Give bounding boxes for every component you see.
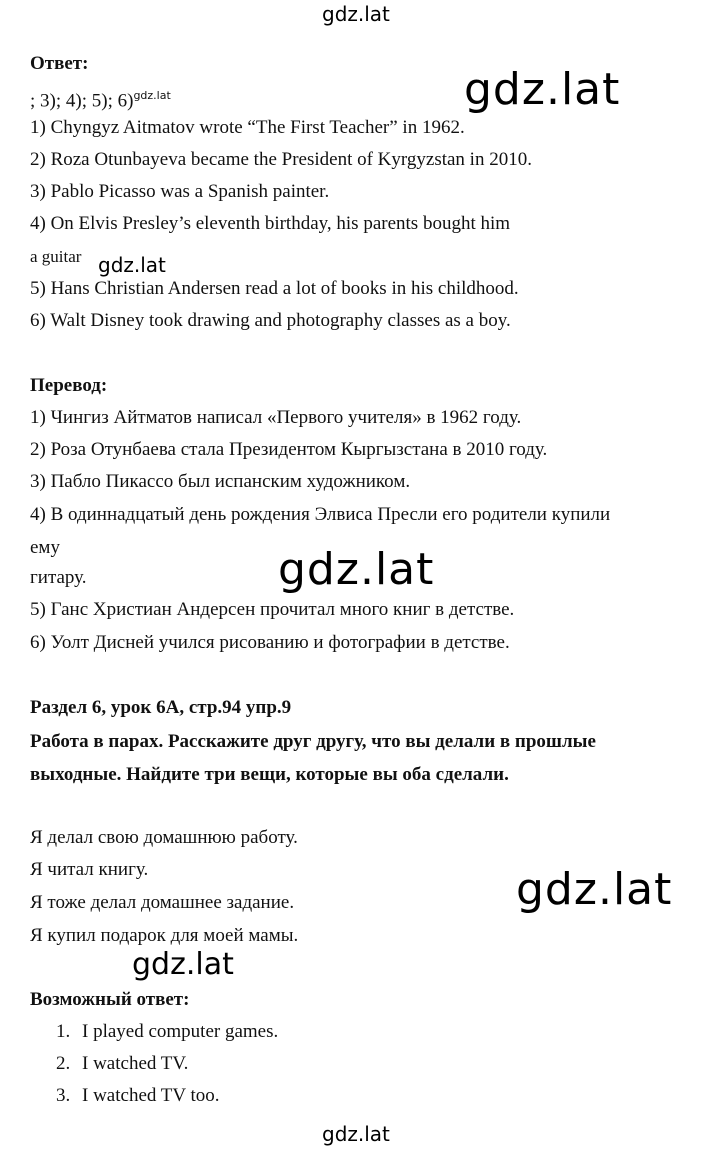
translation-item-4: 4) В одиннадцатый день рождения Элвиса Пресли его родители купили bbox=[30, 504, 611, 525]
possible-answer-1-text: I played computer games. bbox=[82, 1021, 279, 1042]
watermark-large-1: gdz.lat bbox=[464, 64, 621, 115]
watermark-bottom: gdz.lat bbox=[322, 1122, 390, 1146]
watermark-inline-small: gdz.lat bbox=[133, 89, 171, 102]
watermark-guitar-small: gdz.lat bbox=[98, 253, 166, 277]
possible-answer-2-num: 2. bbox=[56, 1053, 71, 1074]
translation-item-2: 2) Роза Отунбаева стала Президентом Кыргызстана в 2010 году. bbox=[30, 439, 548, 460]
possible-answer-1-num: 1. bbox=[56, 1021, 71, 1042]
translation-item-3: 3) Пабло Пикассо был испанским художником. bbox=[30, 471, 411, 492]
task-line-1: Работа в парах. Расскажите друг другу, что вы делали в прошлые bbox=[30, 731, 596, 752]
answer-item-2: 2) Roza Otunbayeva became the President of Kyrgyzstan in 2010. bbox=[30, 149, 532, 170]
watermark-large-2: gdz.lat bbox=[278, 544, 435, 595]
translation-item-4-cont-2: гитару. bbox=[30, 567, 87, 588]
watermark-large-3: gdz.lat bbox=[516, 864, 673, 915]
translation-heading: Перевод: bbox=[30, 375, 108, 396]
possible-answer-3-num: 3. bbox=[56, 1085, 71, 1106]
translation-item-4-cont-1: ему bbox=[30, 537, 60, 558]
watermark-medium-bottom: gdz.lat bbox=[132, 947, 234, 982]
possible-answer-2 bbox=[56, 1052, 188, 1076]
possible-answer-3 bbox=[56, 1084, 220, 1108]
answer-order-text: ; 3); 4); 5); 6) bbox=[30, 90, 134, 112]
dialog-line-1: Я делал свою домашнюю работу. bbox=[30, 827, 298, 848]
possible-answer-1 bbox=[56, 1020, 278, 1044]
dialog-line-3: Я тоже делал домашнее задание. bbox=[30, 892, 295, 913]
answer-item-1: 1) Chyngyz Aitmatov wrote “The First Teacher” in 1962. bbox=[30, 117, 465, 138]
section-title: Раздел 6, урок 6А, стр.94 упр.9 bbox=[30, 697, 292, 718]
answer-item-6: 6) Walt Disney took drawing and photography classes as a boy. bbox=[30, 310, 511, 331]
possible-answer-heading: Возможный ответ: bbox=[30, 989, 190, 1010]
answer-order-line bbox=[30, 84, 171, 113]
answer-item-5: 5) Hans Christian Andersen read a lot of books in his childhood. bbox=[30, 278, 519, 299]
translation-item-1: 1) Чингиз Айтматов написал «Первого учителя» в 1962 году. bbox=[30, 407, 522, 428]
translation-item-5: 5) Ганс Христиан Андерсен прочитал много книг в детстве. bbox=[30, 599, 515, 620]
answer-heading: Ответ: bbox=[30, 53, 89, 74]
answer-item-3: 3) Pablo Picasso was a Spanish painter. bbox=[30, 181, 330, 202]
answer-item-4-cont: a guitar bbox=[30, 247, 82, 266]
answer-item-4: 4) On Elvis Presley’s eleventh birthday, his parents bought him bbox=[30, 213, 511, 234]
task-line-2: выходные. Найдите три вещи, которые вы оба сделали. bbox=[30, 764, 509, 785]
translation-item-6: 6) Уолт Дисней учился рисованию и фотографии в детстве. bbox=[30, 632, 510, 653]
dialog-line-4: Я купил подарок для моей мамы. bbox=[30, 925, 299, 946]
possible-answer-2-text: I watched TV. bbox=[82, 1053, 189, 1074]
dialog-line-2: Я читал книгу. bbox=[30, 859, 149, 880]
possible-answer-3-text: I watched TV too. bbox=[82, 1085, 220, 1106]
watermark-top: gdz.lat bbox=[322, 2, 390, 26]
